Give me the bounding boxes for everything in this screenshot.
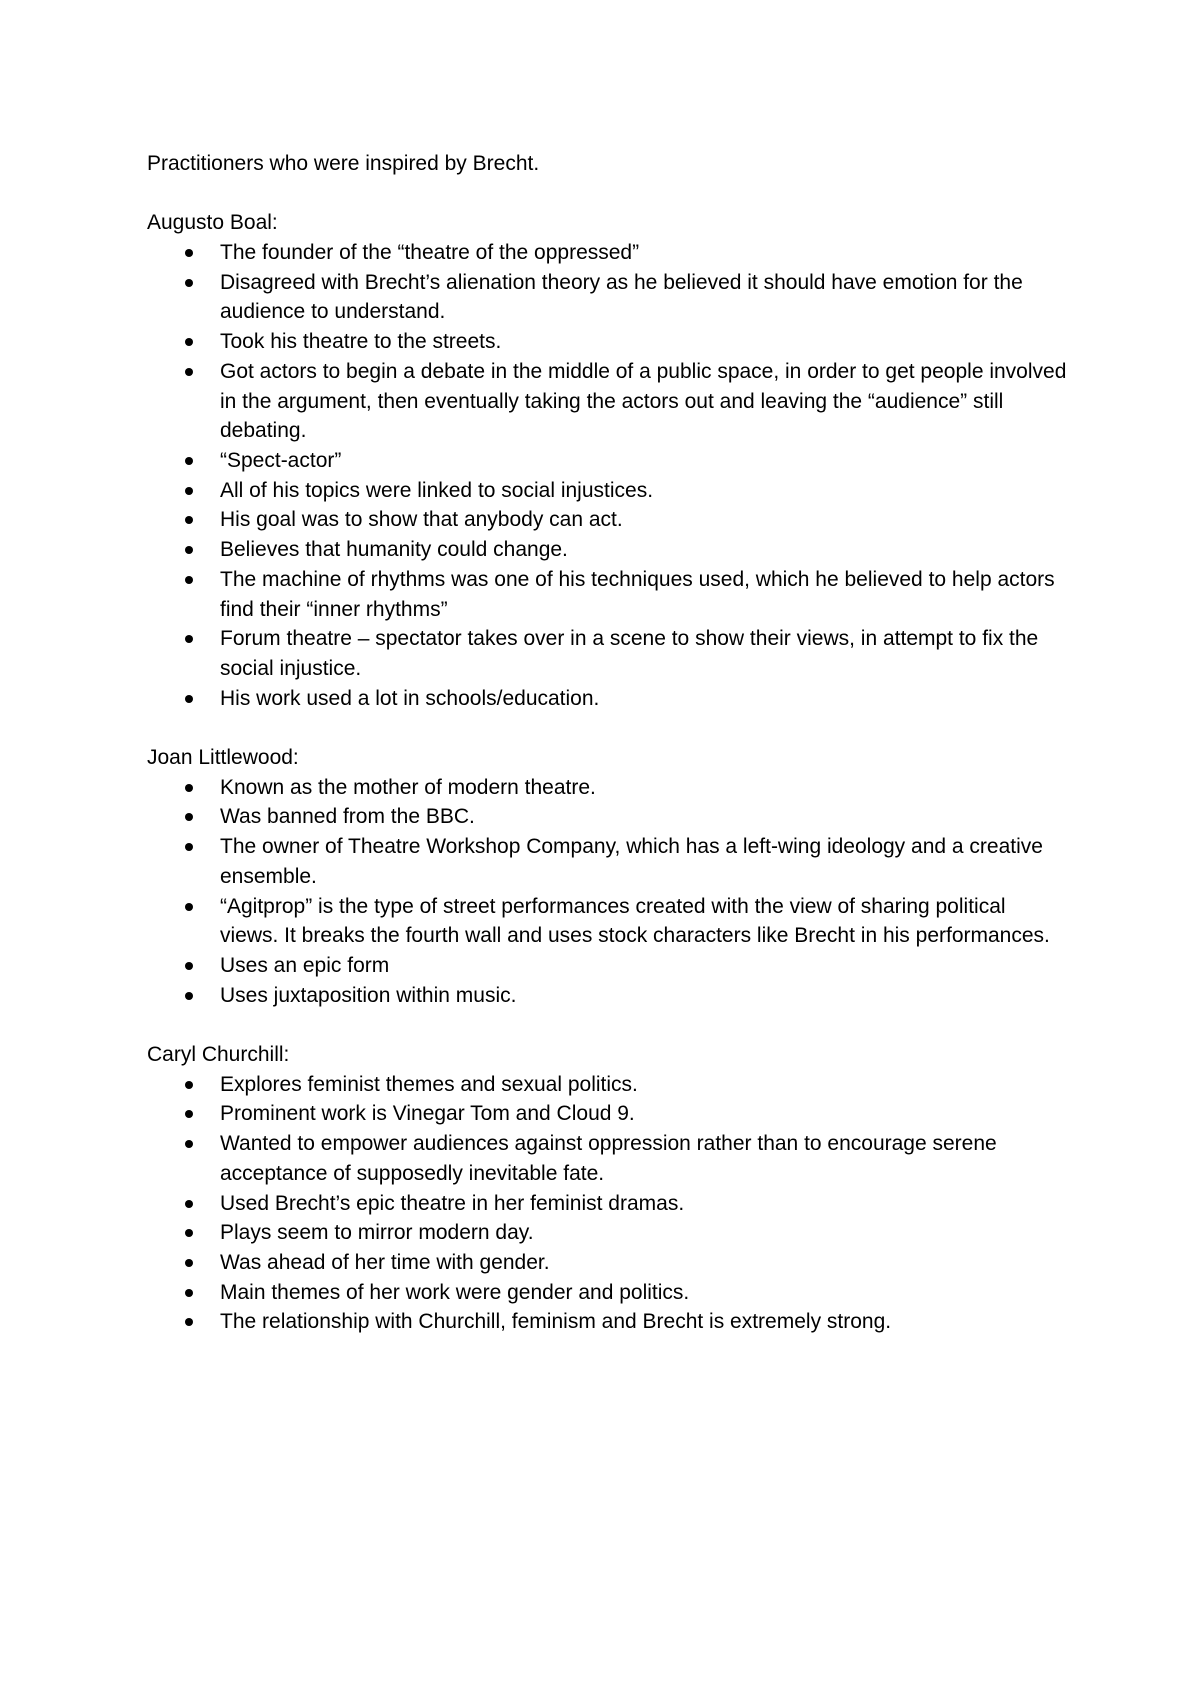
section-caryl-churchill: [147, 1040, 1067, 1337]
bullet-icon: [185, 784, 193, 792]
list-item-text: Believes that humanity could change.: [220, 538, 568, 562]
list-item-text: Uses juxtaposition within music.: [220, 983, 517, 1007]
list-item-text: The owner of Theatre Workshop Company, which has a left-wing ideology and a creative ensemble.: [220, 835, 1043, 888]
section-augusto-boal: [147, 208, 1067, 713]
list-item-text: All of his topics were linked to social injustices.: [220, 478, 654, 502]
list-item-text: The machine of rhythms was one of his techniques used, which he believed to help actors find their “inner rhythms”: [220, 567, 1055, 621]
bullet-icon: [185, 962, 193, 970]
list-item: [147, 1248, 1067, 1278]
bullet-icon: [185, 843, 193, 851]
bullet-icon: [185, 1200, 193, 1208]
list-item: [147, 1099, 1067, 1129]
bullet-icon: [185, 516, 193, 524]
list-item: [147, 476, 1067, 506]
list-item: [147, 624, 1067, 683]
list-item: [147, 951, 1067, 981]
list-item: [147, 565, 1067, 624]
list-item-text: Was ahead of her time with gender.: [220, 1250, 550, 1274]
list-item-text: “Spect-actor”: [220, 449, 342, 472]
list-item: [147, 1070, 1067, 1100]
bullet-icon: [185, 249, 193, 257]
bullet-list: [147, 1070, 1067, 1337]
list-item-text: Uses an epic form: [220, 953, 390, 977]
list-item: [147, 1278, 1067, 1308]
bullet-icon: [185, 1229, 193, 1237]
section-heading: Augusto Boal:: [147, 211, 278, 235]
bullet-list: [147, 238, 1067, 713]
list-item: [147, 684, 1067, 714]
list-item: [147, 268, 1067, 327]
list-item-text: Got actors to begin a debate in the middle of a public space, in order to get people involved in the argument, then eventually taking the actors out and leaving the “audience” still debating.: [220, 359, 1067, 443]
bullet-icon: [185, 1081, 193, 1089]
bullet-icon: [185, 903, 193, 911]
bullet-icon: [185, 368, 193, 376]
bullet-icon: [185, 546, 193, 554]
bullet-icon: [185, 457, 193, 465]
bullet-icon: [185, 487, 193, 495]
list-item-text: Disagreed with Brecht’s alienation theory as he believed it should have emotion for the audience to understand.: [220, 270, 1023, 324]
list-item-text: Forum theatre – spectator takes over in a scene to show their views, in attempt to fix the social injustice.: [220, 627, 1039, 680]
bullet-icon: [185, 279, 193, 287]
list-item: [147, 1189, 1067, 1219]
list-item: [147, 981, 1067, 1011]
list-item-text: Plays seem to mirror modern day.: [220, 1221, 534, 1245]
list-item: [147, 773, 1067, 803]
list-item-text: His work used a lot in schools/education.: [220, 686, 600, 710]
list-item-text: Took his theatre to the streets.: [220, 330, 502, 354]
list-item-text: Was banned from the BBC.: [220, 805, 475, 829]
list-item: [147, 238, 1067, 268]
list-item-text: Main themes of her work were gender and politics.: [220, 1280, 690, 1304]
list-item: [147, 1307, 1067, 1337]
list-item-text: Explores feminist themes and sexual politics.: [220, 1072, 638, 1096]
bullet-icon: [185, 576, 193, 584]
bullet-icon: [185, 1110, 193, 1118]
document-title: Practitioners who were inspired by Brecht.: [147, 152, 540, 175]
list-item: [147, 892, 1067, 951]
section-heading: Joan Littlewood:: [147, 746, 299, 770]
bullet-icon: [185, 635, 193, 643]
list-item: [147, 446, 1067, 476]
bullet-icon: [185, 695, 193, 703]
bullet-icon: [185, 813, 193, 821]
list-item-text: “Agitprop” is the type of street performances created with the view of sharing political views. It breaks the fourth wall and uses stock characters like Brecht in his performances.: [220, 894, 1050, 948]
list-item: [147, 535, 1067, 565]
list-item: [147, 357, 1067, 446]
list-item-text: The relationship with Churchill, feminism and Brecht is extremely strong.: [220, 1310, 892, 1334]
list-item-text: Prominent work is Vinegar Tom and Cloud 9.: [220, 1102, 635, 1126]
list-item: [147, 505, 1067, 535]
list-item: [147, 327, 1067, 357]
bullet-icon: [185, 1259, 193, 1267]
list-item-text: The founder of the “theatre of the oppressed”: [220, 241, 640, 265]
list-item-text: Used Brecht’s epic theatre in her feminist dramas.: [220, 1191, 685, 1215]
list-item: [147, 1129, 1067, 1188]
bullet-icon: [185, 1289, 193, 1297]
list-item-text: His goal was to show that anybody can act.: [220, 508, 623, 532]
bullet-icon: [185, 1318, 193, 1326]
section-heading: Caryl Churchill:: [147, 1043, 290, 1067]
bullet-list: [147, 773, 1067, 1011]
list-item-text: Wanted to empower audiences against oppression rather than to encourage serene acceptance of supposedly inevitable fate.: [220, 1132, 997, 1185]
bullet-icon: [185, 338, 193, 346]
document-body: [147, 149, 1067, 1337]
list-item: [147, 802, 1067, 832]
bullet-icon: [185, 992, 193, 1000]
section-joan-littlewood: [147, 743, 1067, 1010]
list-item: [147, 1218, 1067, 1248]
list-item-text: Known as the mother of modern theatre.: [220, 775, 596, 799]
list-item: [147, 832, 1067, 891]
bullet-icon: [185, 1140, 193, 1148]
